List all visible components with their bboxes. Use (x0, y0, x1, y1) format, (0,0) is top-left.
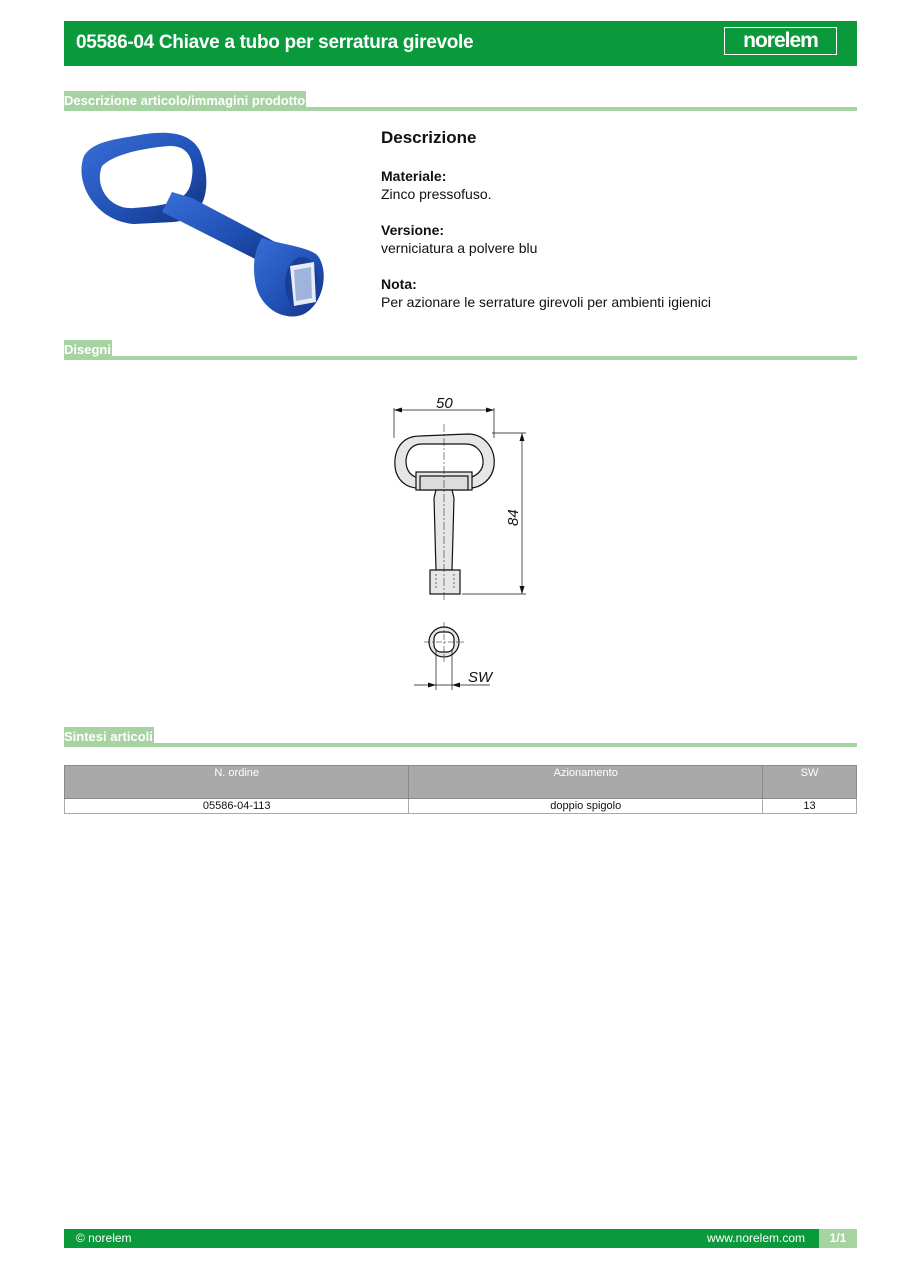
table-header-row (65, 766, 857, 799)
cell-sw: 13 (763, 799, 857, 814)
col-actuation: Azionamento (409, 766, 763, 799)
norelem-logo (724, 27, 837, 55)
footer-copyright: © norelem (76, 1231, 132, 1245)
note-text: Per azionare le serrature girevoli per ambienti igienici (381, 294, 711, 310)
article-table (64, 765, 857, 814)
table-row (65, 799, 857, 814)
sw-dimension-label: SW (468, 669, 493, 686)
description-panel (381, 128, 841, 329)
section-label: Sintesi articoli (64, 727, 154, 747)
note-label: Nota: (381, 276, 417, 292)
material-label: Materiale: (381, 168, 447, 184)
product-image (64, 126, 334, 322)
version-label: Versione: (381, 222, 445, 238)
page-header (64, 21, 857, 66)
section-description-images (64, 91, 857, 111)
technical-drawing (380, 388, 550, 698)
description-title: Descrizione (381, 128, 477, 147)
cell-actuation: doppio spigolo (409, 799, 763, 814)
section-label: Disegni (64, 340, 112, 360)
width-dimension-label: 50 (436, 395, 453, 412)
section-label: Descrizione articolo/immagini prodotto (64, 91, 306, 111)
logo-text: norelem (743, 29, 818, 52)
version-text: verniciatura a polvere blu (381, 240, 538, 256)
col-order-number: N. ordine (65, 766, 409, 799)
material-text: Zinco pressofuso. (381, 186, 492, 202)
page-footer (64, 1229, 857, 1248)
page-title: 05586-04 Chiave a tubo per serratura girevole (76, 32, 474, 53)
section-drawings (64, 340, 857, 360)
col-sw: SW (763, 766, 857, 799)
cell-order-number: 05586-04-113 (65, 799, 409, 814)
page-number: 1/1 (819, 1229, 857, 1248)
height-dimension-label: 84 (505, 509, 522, 526)
footer-url-link[interactable]: www.norelem.com (706, 1231, 805, 1245)
section-summary (64, 727, 857, 747)
